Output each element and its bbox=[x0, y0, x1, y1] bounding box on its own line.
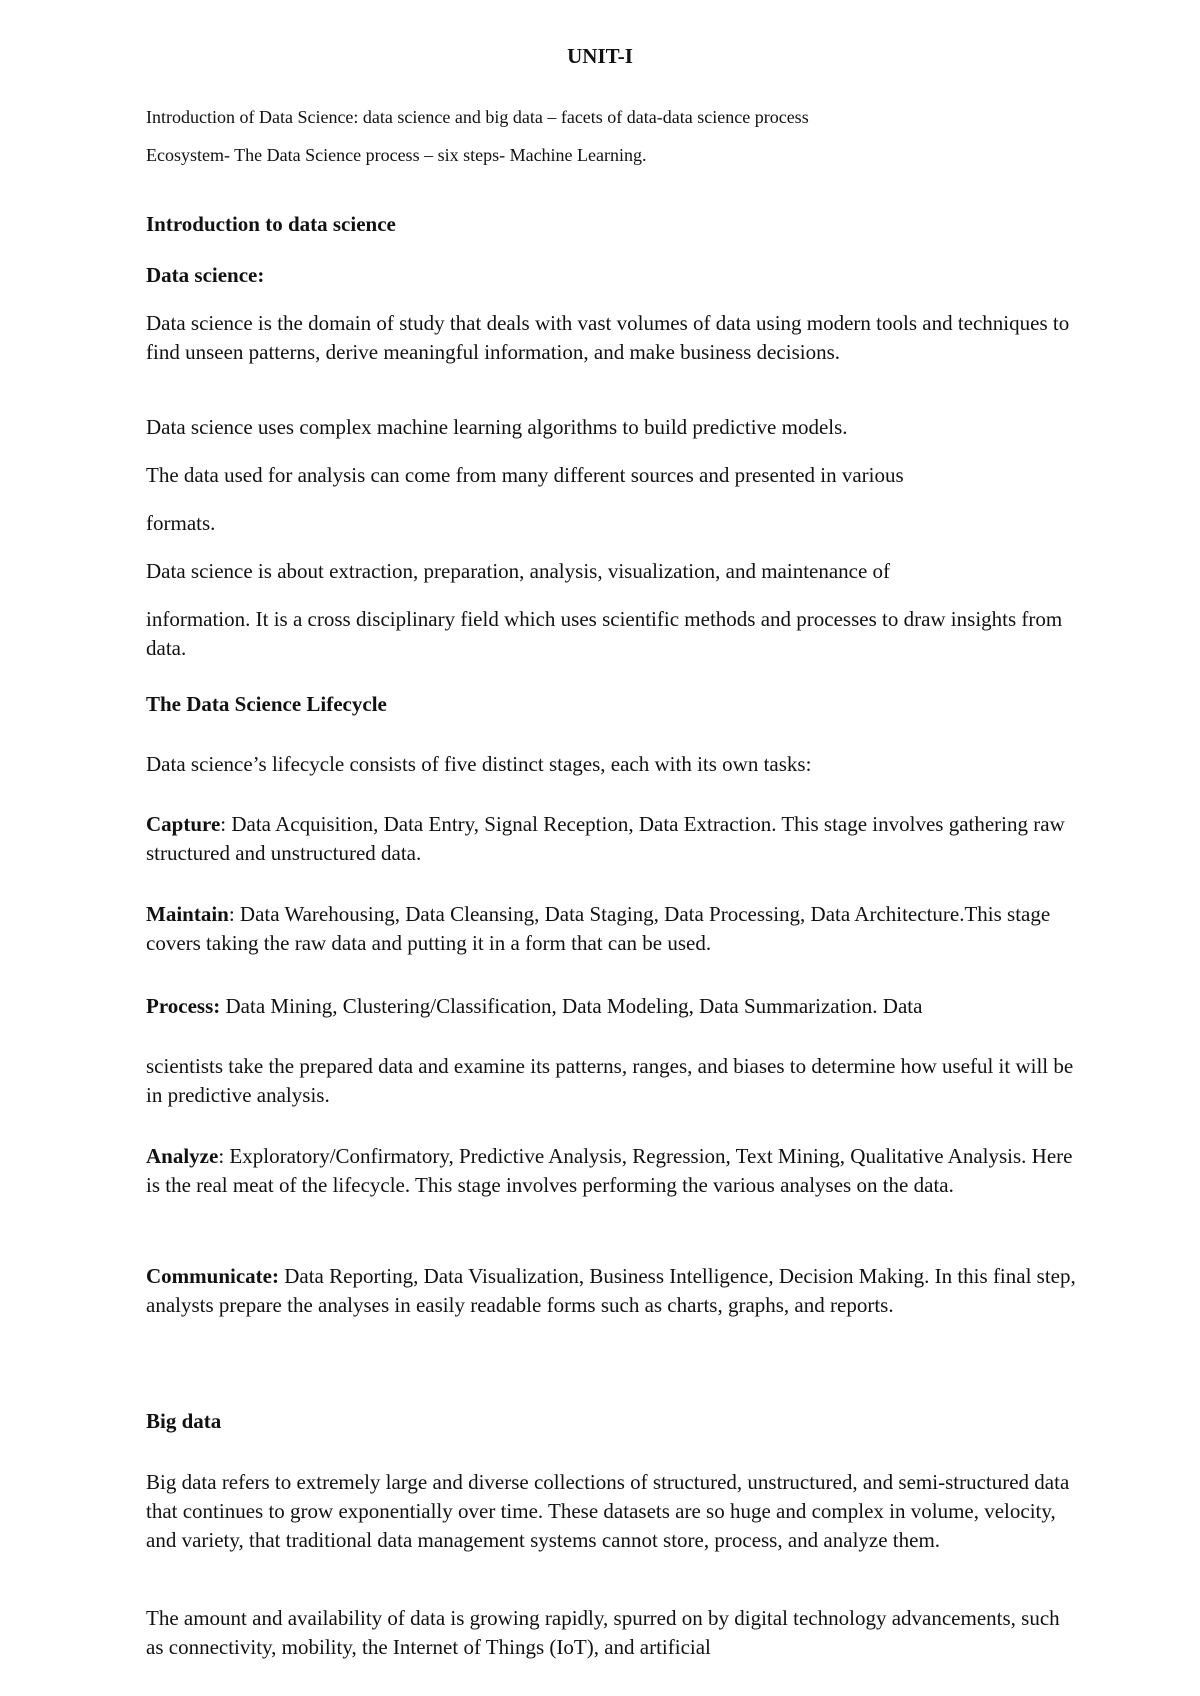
stage-communicate-text: Data Reporting, Data Visualization, Business Intelligence, Decision Making. In this final step, analysts prepare the analyses in easily readable forms such as charts, graphs, and reports. bbox=[146, 1264, 1076, 1317]
stage-communicate-label: Communicate: bbox=[146, 1264, 279, 1288]
stage-process bbox=[146, 992, 1076, 1021]
stage-capture bbox=[146, 810, 1076, 868]
heading-introduction: Introduction to data science bbox=[146, 212, 396, 236]
paragraph-data-sources-cont: formats. bbox=[146, 511, 216, 535]
paragraph-extraction: Data science is about extraction, preparation, analysis, visualization, and maintenance of bbox=[146, 559, 891, 583]
paragraph-lifecycle-intro: Data science’s lifecycle consists of five distinct stages, each with its own tasks: bbox=[146, 752, 812, 776]
stage-communicate bbox=[146, 1262, 1076, 1320]
stage-maintain-text: : Data Warehousing, Data Cleansing, Data Staging, Data Processing, Data Architecture.This stage covers taking the raw data and putting it in a form that can be used. bbox=[146, 902, 1051, 955]
stage-analyze-text: : Exploratory/Confirmatory, Predictive Analysis, Regression, Text Mining, Qualitative Analysis. Here is the real meat of the lifecycle. This stage involves performing the various analyses on the data. bbox=[146, 1144, 1073, 1197]
stage-process-label: Process: bbox=[146, 994, 221, 1018]
stage-process-cont: scientists take the prepared data and examine its patterns, ranges, and biases to determine how useful it will be in predictive analysis. bbox=[146, 1054, 1074, 1107]
stage-capture-label: Capture bbox=[146, 812, 221, 836]
syllabus-line-1: Introduction of Data Science: data science and big data – facets of data-data science process bbox=[146, 107, 809, 127]
stage-process-text: Data Mining, Clustering/Classification, Data Modeling, Data Summarization. Data bbox=[220, 994, 923, 1018]
paragraph-extraction-cont: information. It is a cross disciplinary field which uses scientific methods and processes to draw insights from data. bbox=[146, 607, 1063, 660]
stage-maintain bbox=[146, 900, 1076, 958]
stage-capture-text: : Data Acquisition, Data Entry, Signal Reception, Data Extraction. This stage involves gathering raw structured and unstructured data. bbox=[146, 812, 1065, 865]
paragraph-data-sources: The data used for analysis can come from many different sources and presented in various bbox=[146, 463, 904, 487]
stage-analyze bbox=[146, 1142, 1076, 1200]
heading-data-science: Data science: bbox=[146, 263, 265, 287]
stage-maintain-label: Maintain bbox=[146, 902, 229, 926]
paragraph-big-data-growth: The amount and availability of data is growing rapidly, spurred on by digital technology advancements, such as connectivity, mobility, the Internet of Things (IoT), and artificial bbox=[146, 1606, 1060, 1659]
unit-title: UNIT-I bbox=[567, 44, 633, 68]
heading-lifecycle: The Data Science Lifecycle bbox=[146, 692, 387, 716]
stage-analyze-label: Analyze bbox=[146, 1144, 219, 1168]
paragraph-big-data-definition: Big data refers to extremely large and diverse collections of structured, unstructured, and semi-structured data that continues to grow exponentially over time. These datasets are so huge and complex in volume, velocity, and variety, that traditional data management systems cannot store, process, and analyze them. bbox=[146, 1470, 1070, 1552]
heading-big-data: Big data bbox=[146, 1409, 222, 1433]
paragraph-data-science-definition: Data science is the domain of study that deals with vast volumes of data using modern tools and techniques to find unseen patterns, derive meaningful information, and make business decisions. bbox=[146, 311, 1070, 364]
paragraph-ml-algorithms: Data science uses complex machine learning algorithms to build predictive models. bbox=[146, 415, 848, 439]
syllabus-line-2: Ecosystem- The Data Science process – six steps- Machine Learning. bbox=[146, 145, 647, 165]
